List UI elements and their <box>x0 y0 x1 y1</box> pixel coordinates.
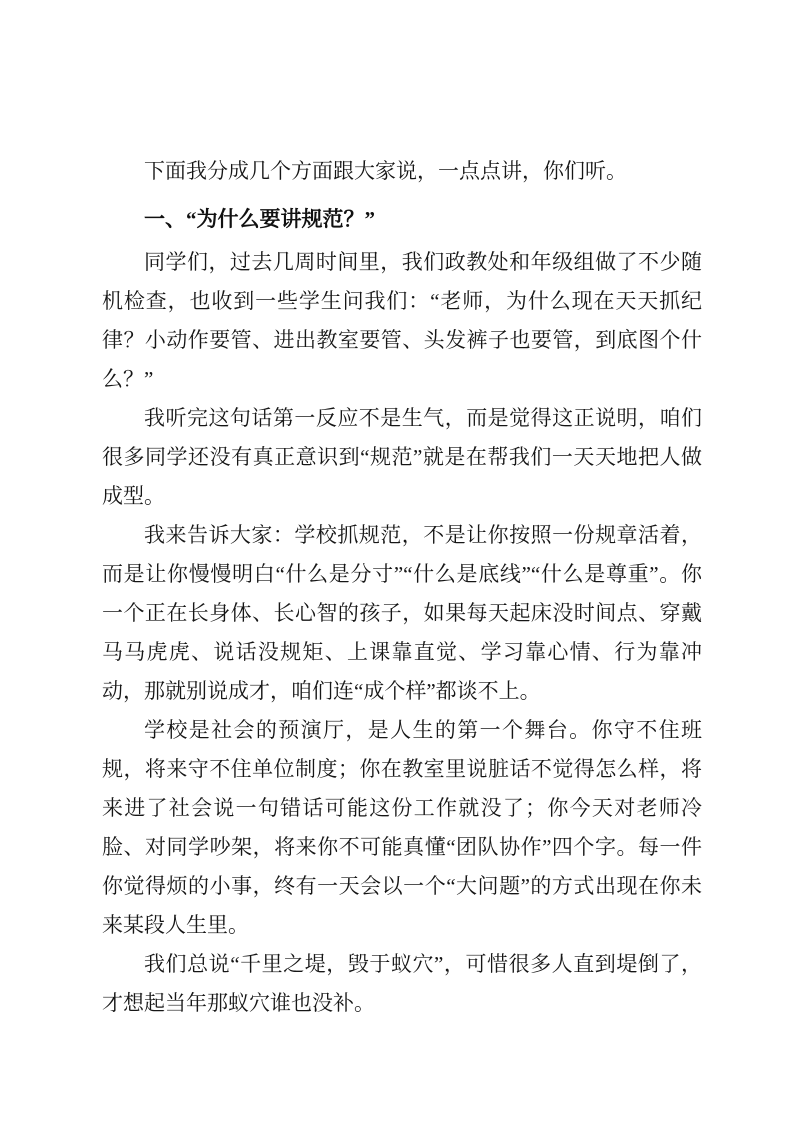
paragraph-ant-nest-proverb: 我们总说“千里之堤，毁于蚁穴”，可惜很多人直到堤倒了，才想起当年那蚁穴谁也没补。 <box>102 952 702 1015</box>
paragraph-students-question: 同学们，过去几周时间里，我们政教处和年级组做了不少随机检查，也收到一些学生问我们：“老师，为什么现在天天抓纪律？小动作要管、进出教室要管、头发裤子也要管，到底图个什么？” <box>102 250 702 391</box>
paragraph-first-reaction: 我听完这句话第一反应不是生气，而是觉得这正说明，咱们很多同学还没有真正意识到“规范”就是在帮我们一天天地把人做成型。 <box>102 406 702 508</box>
paragraph-school-rehearsal-hall: 学校是社会的预演厅，是人生的第一个舞台。你守不住班规，将来守不住单位制度；你在教室里说脏话不觉得怎么样，将来进了社会说一句错话可能这份工作就没了；你今天对老师冷脸、对同学吵架，将来你不可能真懂“团队协作”四个字。每一件你觉得烦的小事，终有一天会以一个“大问题”的方式出现在你未来某段人生里。 <box>102 718 702 937</box>
intro-paragraph: 下面我分成几个方面跟大家说，一点点讲，你们听。 <box>144 159 627 183</box>
paragraph-tell-everyone: 我来告诉大家：学校抓规范，不是让你按照一份规章活着，而是让你慢慢明白“什么是分寸”“什么是底线”“什么是尊重”。你一个正在长身体、长心智的孩子，如果每天起床没时间点、穿戴马马虎虎、说话没规矩、上课靠直觉、学习靠心情、行为靠冲动，那就别说成才，咱们连“成个样”都谈不上。 <box>102 523 702 703</box>
section-heading: 一、“为什么要讲规范？” <box>144 207 375 231</box>
